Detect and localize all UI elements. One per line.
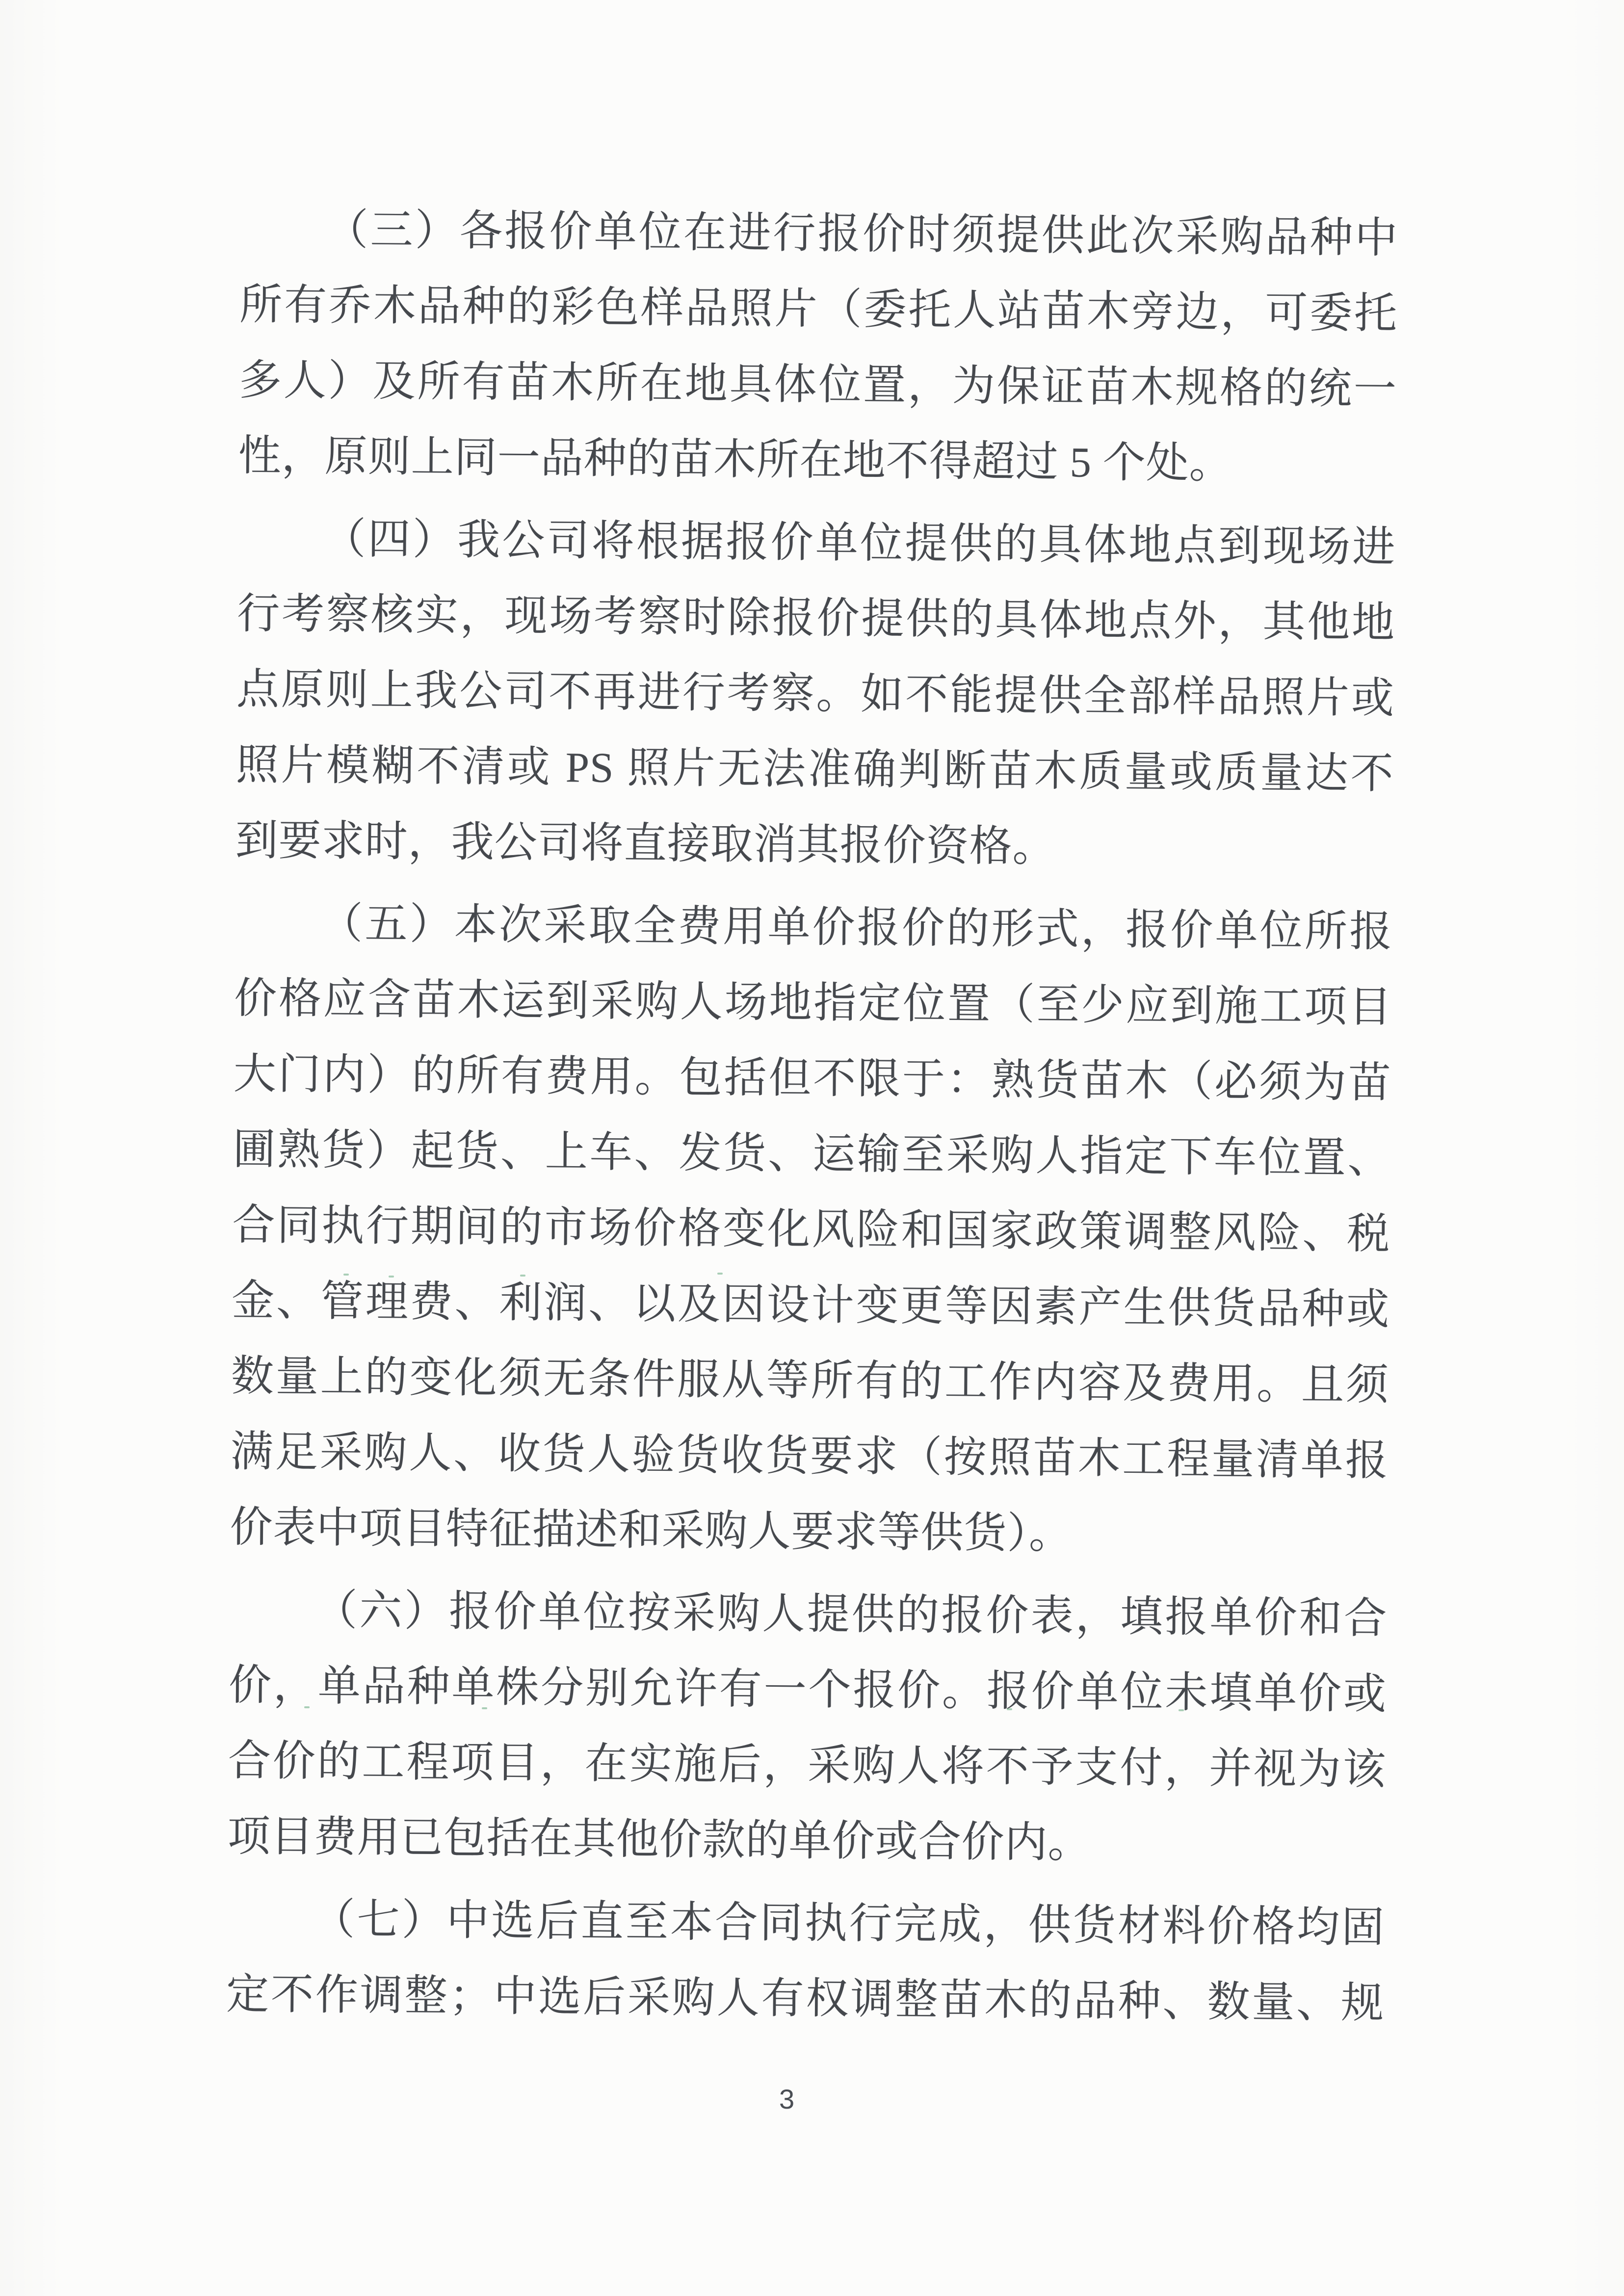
text-line: （三）各报价单位在进行报价时须提供此次采购品种中 [325, 206, 1398, 262]
text-line: 价，单品种单株分别允许有一个报价。报价单位未填单价或 [228, 1661, 1387, 1718]
text-line: 点原则上我公司不再进行考察。如不能提供全部样品照片或 [236, 665, 1395, 722]
paragraph [238, 191, 1398, 503]
text-line: 到要求时，我公司将直接取消其报价资格。 [235, 816, 1056, 871]
document-text-block [226, 191, 1398, 2041]
text-line: （五）本次采取全费用单价报价的形式，报价单位所报 [319, 899, 1393, 956]
text-line: 照片模糊不清或 PS 照片无法准确判断苗木质量或质量达不 [236, 740, 1394, 798]
text-line: 金、管理费、利润、以及因设计变更等因素产生供货品种或 [231, 1276, 1390, 1333]
text-line: 满足采购人、收货人验货收货要求（按照苗木工程量清单报 [230, 1427, 1389, 1485]
page-number: 3 [779, 2084, 795, 2114]
text-line: （七）中选后直至本合同执行完成，供货材料价格均固 [312, 1895, 1385, 1952]
text-line: 所有乔木品种的彩色样品照片（委托人站苗木旁边，可委托 [239, 280, 1398, 338]
text-line: 行考察核实，现场考察时除报价提供的具体地点外，其他地 [236, 589, 1395, 647]
text-line: 圃熟货）起货、上车、发货、运输至采购人指定下车位置、 [233, 1125, 1391, 1182]
scan-artifact [304, 1706, 310, 1708]
paragraph [230, 885, 1393, 1574]
text-line: 大门内）的所有费用。包括但不限于：熟货苗木（必须为苗 [233, 1049, 1392, 1107]
scan-artifact [520, 1275, 525, 1277]
scan-artifact [717, 1273, 723, 1275]
text-line: 数量上的变化须无条件服从等所有的工作内容及费用。且须 [231, 1352, 1389, 1409]
scan-artifact [1179, 1709, 1184, 1711]
text-line: （六）报价单位按采购人提供的报价表，填报单价和合 [314, 1586, 1388, 1643]
text-line: 价表中项目特征描述和采购人要求等供货）。 [230, 1503, 1073, 1558]
paragraph [226, 1881, 1385, 2041]
text-line: 合价的工程项目，在实施后，采购人将不予支付，并视为该 [228, 1736, 1387, 1794]
text-line: 性，原则上同一品种的苗木所在地不得超过 5 个处。 [238, 431, 1233, 487]
text-line: 项目费用已包括在其他价款的单价或合价内。 [227, 1812, 1091, 1867]
scan-artifact [389, 1276, 394, 1278]
scan-artifact [482, 1707, 487, 1709]
text-line: 定不作调整；中选后采购人有权调整苗木的品种、数量、规 [226, 1970, 1385, 2027]
paragraph [235, 500, 1396, 887]
scan-artifact [1007, 1708, 1012, 1710]
text-line: 价格应含苗木运到采购人场地指定位置（至少应到施工项目 [234, 974, 1392, 1031]
text-line: 合同执行期间的市场价格变化风险和国家政策调整风险、税 [232, 1200, 1390, 1258]
scan-artifact [343, 1274, 349, 1276]
text-line: （四）我公司将根据报价单位提供的具体地点到现场进 [323, 515, 1396, 571]
paragraph [227, 1572, 1388, 1883]
text-line: 多人）及所有苗木所在地具体位置，为保证苗木规格的统一 [238, 356, 1397, 413]
